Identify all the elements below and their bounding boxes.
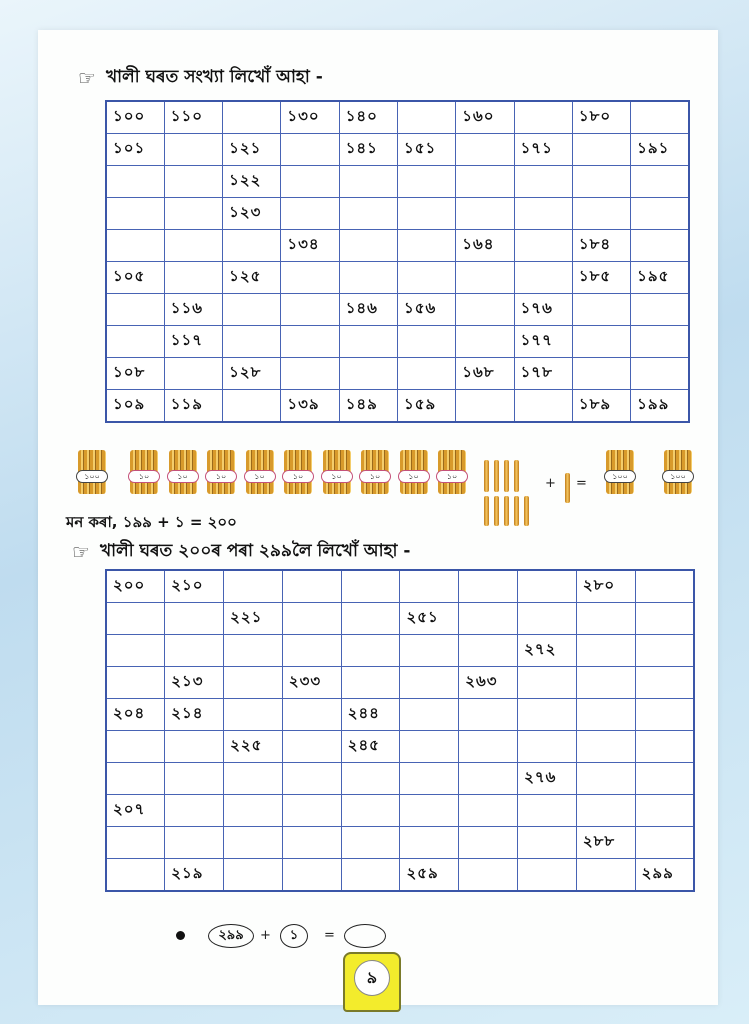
grid-row [106, 570, 694, 603]
grid-cell: ২৫৯ [400, 859, 459, 892]
grid-cell: ১৭৭ [514, 326, 572, 358]
grid-cell: ১৪৯ [339, 390, 397, 423]
grid-cell-empty[interactable] [165, 635, 224, 667]
ten-bundle-icon: ১০ [398, 450, 430, 498]
plus-sign: + [260, 928, 271, 943]
ten-bundle-icon: ১০ [205, 450, 237, 498]
hundred-bundle-icon: ১০০ [604, 450, 636, 498]
grid-cell-empty[interactable] [165, 763, 224, 795]
grid-cell: ২৪৪ [341, 699, 400, 731]
grid-cell-empty[interactable] [459, 570, 518, 603]
grid-cell-empty[interactable] [341, 667, 400, 699]
grid-cell-empty[interactable] [397, 166, 455, 198]
grid-cell-empty[interactable] [165, 827, 224, 859]
grid-cell: ১৪০ [339, 101, 397, 134]
hundred-bundle-icon: ১০০ [662, 450, 694, 498]
grid-row [106, 603, 694, 635]
grid-cell-empty[interactable] [341, 859, 400, 892]
grid-cell: ১৭৬ [514, 294, 572, 326]
grid-cell-empty[interactable] [635, 667, 694, 699]
grid-cell-empty[interactable] [631, 358, 689, 390]
grid-cell: ২১৪ [165, 699, 224, 731]
grid-cell: ১২১ [223, 134, 281, 166]
ten-bundle-icon: ১০ [436, 450, 468, 498]
grid-cell-empty[interactable] [576, 795, 635, 827]
grid-cell: ১০৮ [106, 358, 164, 390]
grid-cell-empty[interactable] [339, 326, 397, 358]
grid-cell-empty[interactable] [576, 635, 635, 667]
grid-cell: ২৮০ [576, 570, 635, 603]
grid-cell-empty[interactable] [400, 763, 459, 795]
grid-cell-empty[interactable] [459, 699, 518, 731]
grid-cell-empty[interactable] [514, 230, 572, 262]
pointing-hand-icon: ☞ [72, 540, 90, 564]
grid-cell-empty[interactable] [165, 603, 224, 635]
grid-cell-empty[interactable] [341, 763, 400, 795]
grid-cell-empty[interactable] [456, 262, 514, 294]
grid-row [106, 262, 689, 294]
grid-cell: ১১৭ [164, 326, 222, 358]
section1-heading-text: খালী ঘৰত সংখ্যা লিখোঁ আহা - [105, 67, 323, 87]
grid-cell: ২০৭ [106, 795, 165, 827]
grid-cell-empty[interactable] [281, 134, 339, 166]
grid-cell-empty[interactable] [165, 731, 224, 763]
equals-sign: = [576, 476, 587, 491]
grid-cell-empty[interactable] [635, 603, 694, 635]
number-grid-200-299 [105, 569, 695, 892]
grid-cell-empty[interactable] [106, 294, 164, 326]
grid-cell-empty[interactable] [518, 699, 577, 731]
grid-cell-empty[interactable] [631, 198, 689, 230]
grid-cell: ১০০ [106, 101, 164, 134]
grid-cell-empty[interactable] [635, 763, 694, 795]
grid-cell-empty[interactable] [459, 635, 518, 667]
grid-cell-empty[interactable] [572, 326, 630, 358]
grid-cell-empty[interactable] [572, 166, 630, 198]
grid-row [106, 795, 694, 827]
grid-cell-empty[interactable] [281, 166, 339, 198]
section2-heading [72, 538, 410, 566]
grid-cell: ২০০ [106, 570, 165, 603]
grid-cell-empty[interactable] [459, 731, 518, 763]
grid-cell-empty[interactable] [635, 795, 694, 827]
grid-row [106, 326, 689, 358]
grid-cell-empty[interactable] [106, 667, 165, 699]
grid-cell: ১২৩ [223, 198, 281, 230]
grid-cell-empty[interactable] [456, 166, 514, 198]
grid-cell-empty[interactable] [106, 731, 165, 763]
grid-cell: ১৬০ [456, 101, 514, 134]
grid-cell: ১০১ [106, 134, 164, 166]
grid-cell-empty[interactable] [282, 827, 341, 859]
grid-cell-empty[interactable] [514, 198, 572, 230]
grid-cell-empty[interactable] [282, 795, 341, 827]
grid-cell-empty[interactable] [397, 230, 455, 262]
grid-cell: ১১৬ [164, 294, 222, 326]
grid-cell-empty[interactable] [106, 603, 165, 635]
grid-cell-empty[interactable] [106, 859, 165, 892]
grid-cell-empty[interactable] [400, 827, 459, 859]
grid-cell-empty[interactable] [224, 667, 283, 699]
grid-cell-empty[interactable] [164, 198, 222, 230]
ten-bundle-icon: ১০ [167, 450, 199, 498]
grid-cell-empty[interactable] [400, 635, 459, 667]
grid-cell-empty[interactable] [224, 795, 283, 827]
grid-cell-empty[interactable] [400, 731, 459, 763]
grid-cell-empty[interactable] [518, 859, 577, 892]
grid-cell-empty[interactable] [518, 603, 577, 635]
note-text: মন কৰা, ১৯৯ + ১ = ২০০ [66, 513, 237, 531]
grid-cell-empty[interactable] [341, 570, 400, 603]
grid-cell-empty[interactable] [572, 198, 630, 230]
grid-cell-empty[interactable] [164, 358, 222, 390]
grid-row [106, 827, 694, 859]
number-oval: ১ [280, 924, 308, 948]
grid-cell-empty[interactable] [281, 198, 339, 230]
grid-cell: ২৩৩ [282, 667, 341, 699]
grid-row [106, 134, 689, 166]
grid-cell-empty[interactable] [397, 262, 455, 294]
grid-cell-empty[interactable] [635, 699, 694, 731]
number-oval: ২৯৯ [208, 924, 254, 948]
grid-cell: ১৩৯ [281, 390, 339, 423]
grid-cell: ২৮৮ [576, 827, 635, 859]
grid-cell-empty[interactable] [224, 635, 283, 667]
grid-cell-empty[interactable] [635, 827, 694, 859]
grid-cell: ২৭৬ [518, 763, 577, 795]
grid-cell-empty[interactable] [224, 699, 283, 731]
grid-cell-empty[interactable] [456, 198, 514, 230]
grid-cell-empty[interactable] [224, 763, 283, 795]
grid-cell: ১৩৪ [281, 230, 339, 262]
grid-cell-empty[interactable] [631, 101, 689, 134]
grid-cell-empty[interactable] [576, 699, 635, 731]
grid-cell: ১৫৯ [397, 390, 455, 423]
ten-bundle-icon: ১০ [282, 450, 314, 498]
grid-cell-empty[interactable] [631, 294, 689, 326]
grid-cell-empty[interactable] [224, 859, 283, 892]
grid-row [106, 358, 689, 390]
page-number-badge [343, 952, 401, 1012]
exercise-row [176, 922, 396, 952]
ten-bundle-icon: ১০ [128, 450, 160, 498]
grid-cell-empty[interactable] [281, 294, 339, 326]
grid-cell-empty[interactable] [514, 166, 572, 198]
grid-cell: ১১০ [164, 101, 222, 134]
ten-bundle-icon: ১০ [244, 450, 276, 498]
grid-cell-empty[interactable] [400, 667, 459, 699]
grid-cell-empty[interactable] [631, 166, 689, 198]
grid-row [106, 859, 694, 892]
grid-row [106, 230, 689, 262]
grid-cell-empty[interactable] [459, 603, 518, 635]
grid-cell: ২২৫ [224, 731, 283, 763]
grid-cell: ১৪১ [339, 134, 397, 166]
grid-cell-empty[interactable] [106, 763, 165, 795]
hundred-bundle-icon: ১০০ [76, 450, 108, 498]
grid-cell-empty[interactable] [518, 731, 577, 763]
grid-cell-empty[interactable] [397, 101, 455, 134]
grid-cell-empty[interactable] [456, 294, 514, 326]
grid-cell-empty[interactable] [224, 827, 283, 859]
grid-cell: ১৮০ [572, 101, 630, 134]
equals-sign: = [324, 928, 335, 943]
grid-cell-empty[interactable] [400, 699, 459, 731]
grid-cell-empty[interactable] [397, 358, 455, 390]
grid-cell: ১২৮ [223, 358, 281, 390]
grid-cell: ১৩০ [281, 101, 339, 134]
grid-cell-empty[interactable] [106, 635, 165, 667]
grid-row [106, 198, 689, 230]
grid-cell-empty[interactable] [459, 763, 518, 795]
grid-cell-empty[interactable] [514, 262, 572, 294]
grid-cell-empty[interactable] [341, 635, 400, 667]
grid-cell: ১১৯ [164, 390, 222, 423]
section1-heading [78, 64, 323, 92]
grid-row [106, 294, 689, 326]
single-stick-icon [565, 473, 570, 503]
grid-row [106, 731, 694, 763]
grid-cell: ১০৫ [106, 262, 164, 294]
grid-cell-empty[interactable] [281, 262, 339, 294]
grid-cell-empty[interactable] [341, 603, 400, 635]
grid-cell-empty[interactable] [518, 570, 577, 603]
grid-cell-empty[interactable] [576, 763, 635, 795]
grid-row [106, 699, 694, 731]
grid-cell-empty[interactable] [576, 731, 635, 763]
grid-cell: ১৬৪ [456, 230, 514, 262]
grid-cell-empty[interactable] [459, 859, 518, 892]
grid-cell: ১৭১ [514, 134, 572, 166]
grid-cell-empty[interactable] [635, 635, 694, 667]
grid-cell-empty[interactable] [341, 827, 400, 859]
grid-cell-empty[interactable] [165, 795, 224, 827]
grid-cell: ১৯৯ [631, 390, 689, 423]
grid-cell: ১৫৬ [397, 294, 455, 326]
grid-cell: ২৯৯ [635, 859, 694, 892]
bullet-icon [176, 931, 185, 940]
grid-cell: ২৬৩ [459, 667, 518, 699]
grid-cell-empty[interactable] [282, 859, 341, 892]
grid-cell-empty[interactable] [631, 230, 689, 262]
grid-cell-empty[interactable] [635, 731, 694, 763]
grid-cell-empty[interactable] [572, 294, 630, 326]
grid-cell: ১০৯ [106, 390, 164, 423]
grid-cell: ২৫১ [400, 603, 459, 635]
grid-cell-empty[interactable] [164, 166, 222, 198]
grid-cell-empty[interactable] [282, 570, 341, 603]
grid-cell-empty[interactable] [397, 326, 455, 358]
pointing-hand-icon: ☞ [78, 66, 96, 90]
grid-cell-empty[interactable] [223, 230, 281, 262]
grid-cell: ১৮৯ [572, 390, 630, 423]
grid-row [106, 390, 689, 423]
grid-cell-empty[interactable] [106, 166, 164, 198]
grid-cell-empty[interactable] [635, 570, 694, 603]
grid-cell: ২২১ [224, 603, 283, 635]
grid-cell: ১৪৬ [339, 294, 397, 326]
section2-heading-text: খালী ঘৰত ২০০ৰ পৰা ২৯৯লৈ লিখোঁ আহা - [99, 541, 411, 561]
grid-cell-empty[interactable] [400, 570, 459, 603]
grid-cell-empty[interactable] [400, 795, 459, 827]
number-grid-100-199 [105, 100, 690, 423]
grid-cell: ১৮৪ [572, 230, 630, 262]
grid-cell-empty[interactable] [518, 795, 577, 827]
grid-cell-empty[interactable] [459, 827, 518, 859]
plus-sign: + [545, 476, 556, 491]
grid-cell-empty[interactable] [281, 358, 339, 390]
grid-cell-empty[interactable] [518, 667, 577, 699]
grid-cell-empty[interactable] [518, 827, 577, 859]
grid-cell: ২০৪ [106, 699, 165, 731]
grid-cell: ২১৯ [165, 859, 224, 892]
grid-cell: ১৯১ [631, 134, 689, 166]
grid-cell-empty[interactable] [456, 326, 514, 358]
grid-cell: ১৯৫ [631, 262, 689, 294]
grid-cell-empty[interactable] [339, 198, 397, 230]
grid-cell: ১২২ [223, 166, 281, 198]
grid-cell-empty[interactable] [339, 358, 397, 390]
grid-cell-empty[interactable] [164, 134, 222, 166]
grid-row [106, 166, 689, 198]
grid-cell-empty[interactable] [631, 326, 689, 358]
grid-cell-empty[interactable] [223, 294, 281, 326]
grid-cell-empty[interactable] [106, 827, 165, 859]
grid-cell-empty[interactable] [164, 262, 222, 294]
answer-oval[interactable] [344, 924, 386, 948]
grid-cell-empty[interactable] [282, 731, 341, 763]
grid-cell-empty[interactable] [223, 101, 281, 134]
grid-cell-empty[interactable] [514, 101, 572, 134]
grid-cell-empty[interactable] [223, 390, 281, 423]
grid-row [106, 763, 694, 795]
grid-cell: ২৭২ [518, 635, 577, 667]
grid-cell-empty[interactable] [282, 699, 341, 731]
grid-cell: ২৪৫ [341, 731, 400, 763]
grid-cell-empty[interactable] [106, 230, 164, 262]
grid-cell: ১২৫ [223, 262, 281, 294]
grid-cell-empty[interactable] [339, 230, 397, 262]
grid-row [106, 101, 689, 134]
grid-cell-empty[interactable] [223, 326, 281, 358]
grid-cell-empty[interactable] [281, 326, 339, 358]
single-sticks-icon [482, 452, 542, 526]
grid-row [106, 635, 694, 667]
grid-cell: ১৭৮ [514, 358, 572, 390]
ten-bundle-icon: ১০ [359, 450, 391, 498]
grid-cell-empty[interactable] [456, 134, 514, 166]
grid-cell: ২১০ [165, 570, 224, 603]
grid-cell-empty[interactable] [282, 763, 341, 795]
grid-cell-empty[interactable] [106, 198, 164, 230]
grid-cell-empty[interactable] [576, 859, 635, 892]
page-number: ৯ [354, 960, 390, 996]
grid-cell: ২১৩ [165, 667, 224, 699]
grid-cell-empty[interactable] [339, 262, 397, 294]
grid-cell-empty[interactable] [572, 358, 630, 390]
grid-cell-empty[interactable] [459, 795, 518, 827]
grid-cell-empty[interactable] [572, 134, 630, 166]
grid-cell: ১৬৮ [456, 358, 514, 390]
ten-bundle-icon: ১০ [321, 450, 353, 498]
grid-cell-empty[interactable] [341, 795, 400, 827]
grid-cell-empty[interactable] [282, 603, 341, 635]
grid-cell: ১৫১ [397, 134, 455, 166]
grid-cell-empty[interactable] [339, 166, 397, 198]
grid-cell-empty[interactable] [282, 635, 341, 667]
grid-cell-empty[interactable] [164, 230, 222, 262]
grid-row [106, 667, 694, 699]
grid-cell: ১৮৫ [572, 262, 630, 294]
grid-cell-empty[interactable] [456, 390, 514, 423]
grid-cell-empty[interactable] [106, 326, 164, 358]
grid-cell-empty[interactable] [576, 667, 635, 699]
grid-cell-empty[interactable] [514, 390, 572, 423]
grid-cell-empty[interactable] [397, 198, 455, 230]
grid-cell-empty[interactable] [224, 570, 283, 603]
grid-cell-empty[interactable] [576, 603, 635, 635]
